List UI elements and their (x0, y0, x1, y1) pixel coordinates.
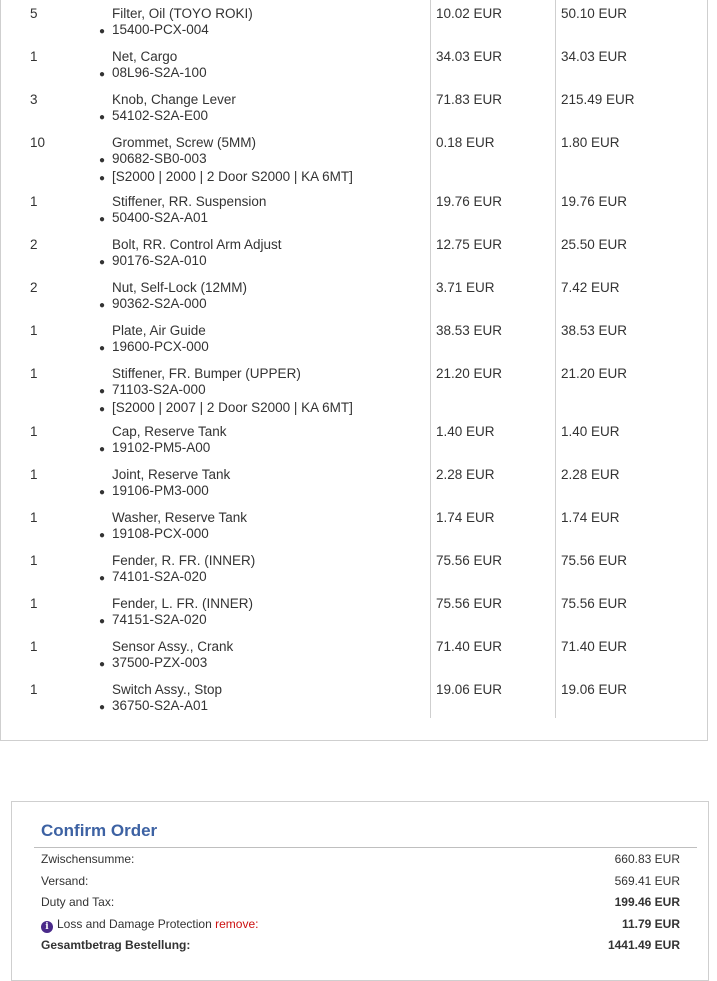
item-part-number (99, 526, 234, 544)
item-line-total: 19.76 EUR (561, 194, 628, 209)
column-divider (430, 0, 431, 718)
item-description (99, 135, 366, 187)
part-number-text: 90682-SB0-003 (112, 151, 207, 166)
bullet-icon: ● (99, 155, 106, 166)
item-unit-price: 1.74 EUR (436, 510, 495, 525)
item-quantity: 2 (30, 280, 38, 295)
item-name: Bolt, RR. Control Arm Adjust (112, 237, 282, 252)
bullet-icon: ● (99, 444, 106, 455)
item-unit-price: 12.75 EUR (436, 237, 503, 252)
item-description (99, 510, 248, 544)
item-quantity: 2 (30, 237, 38, 252)
item-description (99, 682, 223, 716)
column-divider (555, 0, 556, 718)
part-number-text: 19102-PM5-A00 (112, 440, 211, 455)
part-number-text: 19106-PM3-000 (112, 483, 209, 498)
item-part-number (99, 253, 269, 271)
fitment-text: [S2000 | 2000 | 2 Door S2000 | KA 6MT] (112, 169, 353, 184)
item-part-number (99, 108, 223, 126)
part-number-text: 37500-PZX-003 (112, 655, 208, 670)
item-part-number (99, 382, 353, 400)
item-description (99, 424, 227, 458)
item-description (99, 49, 220, 83)
protection-label: Loss and Damage Protection (57, 917, 212, 931)
item-part-number (99, 22, 240, 40)
item-part-number (99, 210, 253, 228)
duty-label: Duty and Tax: (41, 895, 115, 909)
item-part-number (99, 65, 207, 83)
bullet-icon: ● (99, 702, 106, 713)
item-quantity: 3 (30, 92, 38, 107)
item-line-total: 50.10 EUR (561, 6, 628, 21)
item-quantity: 10 (30, 135, 46, 150)
item-unit-price: 1.40 EUR (436, 424, 495, 439)
part-number-text: 50400-S2A-A01 (112, 210, 209, 225)
item-description (99, 553, 256, 587)
shipping-label: Versand: (41, 874, 89, 888)
part-number-text: 74151-S2A-020 (112, 612, 207, 627)
item-name: Plate, Air Guide (112, 323, 206, 338)
part-number-text: 19108-PCX-000 (112, 526, 209, 541)
fitment-text: [S2000 | 2007 | 2 Door S2000 | KA 6MT] (112, 400, 353, 415)
divider (34, 847, 697, 848)
bullet-icon: ● (99, 404, 106, 415)
item-name: Fender, L. FR. (INNER) (112, 596, 254, 611)
bullet-icon: ● (99, 616, 106, 627)
item-line-total: 7.42 EUR (561, 280, 620, 295)
item-part-number (99, 655, 220, 673)
item-part-number (99, 483, 217, 501)
item-line-total: 19.06 EUR (561, 682, 628, 697)
bullet-icon: ● (99, 530, 106, 541)
remove-protection-link[interactable]: remove: (215, 917, 259, 931)
item-description (99, 237, 282, 271)
part-number-text: 08L96-S2A-100 (112, 65, 207, 80)
bullet-icon: ● (99, 659, 106, 670)
item-description (99, 323, 222, 357)
item-name: Stiffener, FR. Bumper (UPPER) (112, 366, 301, 381)
item-quantity: 1 (30, 682, 38, 697)
part-number-text: 71103-S2A-000 (112, 382, 206, 397)
item-description (99, 194, 267, 228)
item-unit-price: 21.20 EUR (436, 366, 503, 381)
item-quantity: 1 (30, 323, 38, 338)
item-name: Net, Cargo (112, 49, 178, 64)
item-description (99, 366, 366, 418)
item-name: Joint, Reserve Tank (112, 467, 231, 482)
part-number-text: 90176-S2A-010 (112, 253, 207, 268)
order-total-label: Gesamtbetrag Bestellung: (41, 938, 191, 952)
item-unit-price: 75.56 EUR (436, 596, 503, 611)
item-fitment (99, 400, 353, 418)
bullet-icon: ● (99, 69, 106, 80)
item-line-total: 21.20 EUR (561, 366, 628, 381)
item-part-number (99, 440, 214, 458)
item-line-total: 215.49 EUR (561, 92, 635, 107)
item-unit-price: 10.02 EUR (436, 6, 503, 21)
item-name: Fender, R. FR. (INNER) (112, 553, 256, 568)
item-name: Sensor Assy., Crank (112, 639, 234, 654)
bullet-icon: ● (99, 26, 106, 37)
item-name: Switch Assy., Stop (112, 682, 223, 697)
item-unit-price: 75.56 EUR (436, 553, 503, 568)
item-unit-price: 3.71 EUR (436, 280, 495, 295)
item-unit-price: 71.83 EUR (436, 92, 503, 107)
item-unit-price: 34.03 EUR (436, 49, 503, 64)
item-quantity: 1 (30, 424, 38, 439)
item-name: Filter, Oil (TOYO ROKI) (112, 6, 253, 21)
item-description (99, 92, 236, 126)
part-number-text: 36750-S2A-A01 (112, 698, 209, 713)
item-quantity: 1 (30, 49, 38, 64)
item-unit-price: 71.40 EUR (436, 639, 503, 654)
protection-value: 11.79 EUR (621, 917, 680, 931)
bullet-icon: ● (99, 487, 106, 498)
item-line-total: 1.40 EUR (561, 424, 620, 439)
item-line-total: 38.53 EUR (561, 323, 628, 338)
item-description (99, 467, 231, 501)
item-line-total: 75.56 EUR (561, 596, 628, 611)
part-number-text: 74101-S2A-020 (112, 569, 207, 584)
bullet-icon: ● (99, 386, 106, 397)
item-quantity: 1 (30, 510, 38, 525)
item-unit-price: 38.53 EUR (436, 323, 503, 338)
item-line-total: 75.56 EUR (561, 553, 628, 568)
order-total-value: 1441.49 EUR (607, 938, 680, 952)
item-unit-price: 19.76 EUR (436, 194, 503, 209)
item-line-total: 1.80 EUR (561, 135, 620, 150)
item-line-total: 2.28 EUR (561, 467, 620, 482)
item-quantity: 1 (30, 366, 38, 381)
item-quantity: 1 (30, 553, 38, 568)
item-description (99, 6, 253, 40)
item-line-total: 1.74 EUR (561, 510, 620, 525)
item-line-total: 71.40 EUR (561, 639, 628, 654)
item-name: Stiffener, RR. Suspension (112, 194, 267, 209)
item-part-number (99, 698, 209, 716)
part-number-text: 19600-PCX-000 (112, 339, 209, 354)
protection-label-group (41, 917, 258, 933)
item-unit-price: 19.06 EUR (436, 682, 503, 697)
item-description (99, 639, 234, 673)
bullet-icon: ● (99, 214, 106, 225)
item-part-number (99, 612, 240, 630)
part-number-text: 54102-S2A-E00 (112, 108, 209, 123)
item-part-number (99, 296, 234, 314)
bullet-icon: ● (99, 112, 106, 123)
item-unit-price: 0.18 EUR (436, 135, 495, 150)
duty-value: 199.46 EUR (614, 895, 680, 909)
item-line-total: 34.03 EUR (561, 49, 628, 64)
item-quantity: 1 (30, 639, 38, 654)
item-description (99, 280, 248, 314)
item-name: Cap, Reserve Tank (112, 424, 227, 439)
shipping-value: 569.41 EUR (614, 874, 680, 888)
item-name: Grommet, Screw (5MM) (112, 135, 257, 150)
item-quantity: 1 (30, 467, 38, 482)
item-fitment (99, 169, 353, 187)
item-name: Nut, Self-Lock (12MM) (112, 280, 248, 295)
item-part-number (99, 569, 242, 587)
item-name: Washer, Reserve Tank (112, 510, 248, 525)
bullet-icon: ● (99, 257, 106, 268)
item-quantity: 1 (30, 194, 38, 209)
confirm-order-title: Confirm Order (41, 821, 158, 840)
item-unit-price: 2.28 EUR (436, 467, 495, 482)
bullet-icon: ● (99, 173, 106, 184)
bullet-icon: ● (99, 573, 106, 584)
part-number-text: 90362-S2A-000 (112, 296, 207, 311)
item-description (99, 596, 254, 630)
item-part-number (99, 151, 353, 169)
confirm-order-panel (11, 801, 709, 981)
subtotal-value: 660.83 EUR (614, 852, 680, 866)
item-line-total: 25.50 EUR (561, 237, 628, 252)
bullet-icon: ● (99, 300, 106, 311)
info-icon[interactable]: i (41, 921, 53, 933)
subtotal-label: Zwischensumme: (41, 852, 135, 866)
part-number-text: 15400-PCX-004 (112, 22, 209, 37)
item-name: Knob, Change Lever (112, 92, 236, 107)
item-quantity: 1 (30, 596, 38, 611)
item-quantity: 5 (30, 6, 38, 21)
item-part-number (99, 339, 209, 357)
bullet-icon: ● (99, 343, 106, 354)
